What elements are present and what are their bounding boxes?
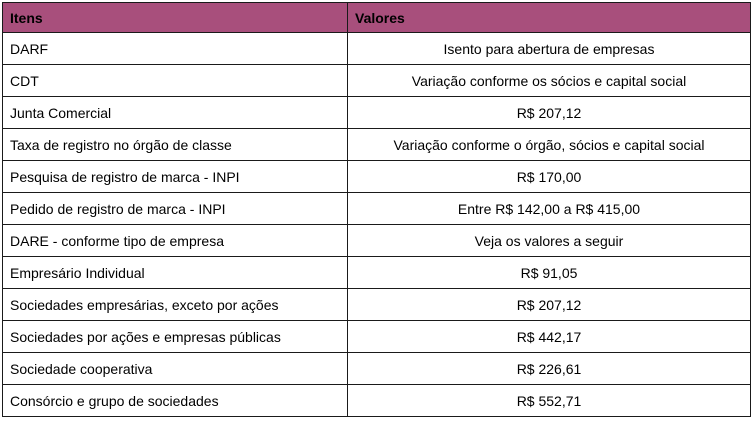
item-cell: Sociedade cooperativa: [3, 353, 348, 385]
item-cell: Empresário Individual: [3, 257, 348, 289]
table-row: [3, 129, 751, 161]
table-row: [3, 321, 751, 353]
value-cell: Veja os valores a seguir: [348, 225, 751, 257]
item-cell: Junta Comercial: [3, 97, 348, 129]
item-cell: Sociedades empresárias, exceto por ações: [3, 289, 348, 321]
value-cell: R$ 91,05: [348, 257, 751, 289]
item-cell: DARF: [3, 33, 348, 65]
item-cell: DARE - conforme tipo de empresa: [3, 225, 348, 257]
table-row: [3, 65, 751, 97]
value-cell: R$ 442,17: [348, 321, 751, 353]
table-row: [3, 33, 751, 65]
item-cell: Consórcio e grupo de sociedades: [3, 385, 348, 417]
table-row: [3, 289, 751, 321]
table-header-row: [3, 3, 751, 33]
column-header-valores: Valores: [348, 3, 751, 33]
item-cell: Pesquisa de registro de marca - INPI: [3, 161, 348, 193]
item-cell: Sociedades por ações e empresas públicas: [3, 321, 348, 353]
item-cell: Taxa de registro no órgão de classe: [3, 129, 348, 161]
table-row: [3, 353, 751, 385]
value-cell: R$ 207,12: [348, 289, 751, 321]
value-cell: R$ 552,71: [348, 385, 751, 417]
fees-table: [2, 2, 751, 417]
table-row: [3, 193, 751, 225]
value-cell: Variação conforme os sócios e capital social: [348, 65, 751, 97]
column-header-itens: Itens: [3, 3, 348, 33]
value-cell: Entre R$ 142,00 a R$ 415,00: [348, 193, 751, 225]
table-row: [3, 161, 751, 193]
table-row: [3, 97, 751, 129]
value-cell: R$ 207,12: [348, 97, 751, 129]
item-cell: Pedido de registro de marca - INPI: [3, 193, 348, 225]
value-cell: R$ 170,00: [348, 161, 751, 193]
value-cell: R$ 226,61: [348, 353, 751, 385]
item-cell: CDT: [3, 65, 348, 97]
table-row: [3, 257, 751, 289]
value-cell: Variação conforme o órgão, sócios e capital social: [348, 129, 751, 161]
table-row: [3, 225, 751, 257]
value-cell: Isento para abertura de empresas: [348, 33, 751, 65]
table-row: [3, 385, 751, 417]
